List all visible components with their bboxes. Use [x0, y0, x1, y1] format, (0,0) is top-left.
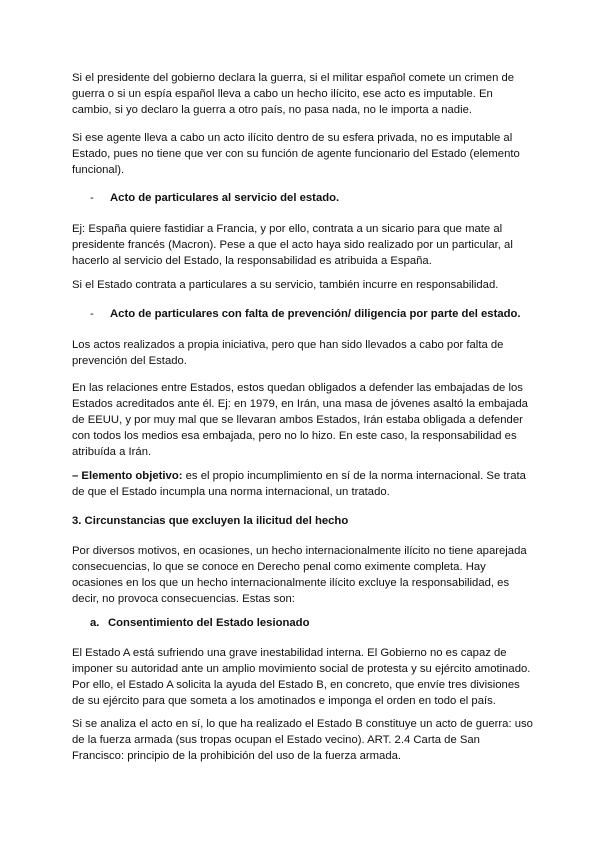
bullet-marker: - [90, 192, 94, 204]
bullet-marker: - [90, 308, 94, 320]
paragraph-private-sphere: Si ese agente lleva a cabo un acto ilícito dentro de su esfera privada, no es imputable al Estado, pues no tiene que ver con su función de agente funcionario del Estado (elemento funcional). [72, 132, 520, 176]
paragraph-state-contracts: Si el Estado contrata a particulares a su servicio, también incurre en responsabilidad. [72, 279, 499, 291]
objective-element-label: – Elemento objetivo: [72, 470, 183, 482]
subheading-text: Consentimiento del Estado lesionado [108, 617, 310, 629]
paragraph-imputable-acts: Si el presidente del gobierno declara la guerra, si el militar español comete un crimen de guerra o si un espía español lleva a cabo un hecho ilícito, ese acto es imputable. En cambio, si yo declaro la guerra a otro país, no pasa nada, no le importa a nadie. [72, 72, 515, 116]
subheading-marker: a. [90, 617, 100, 629]
subheading-consent [90, 615, 310, 631]
paragraph-objective-element [72, 468, 534, 500]
paragraph-example-france: Ej: España quiere fastidiar a Francia, y por ello, contrata a un sicario para que mate al presidente francés (Macron). Pese a que el acto haya sido realizado por un particular, al hacerlo al servicio del Estado, la responsabilidad es atribuida a España. [72, 223, 513, 267]
paragraph-embassy-example: En las relaciones entre Estados, estos quedan obligados a defender las embajadas de los Estados acreditados ante él. Ej: en 1979, en Irán, una masa de jóvenes asaltó la embajada de EEUU, y por muy mal que se llevaran ambos Estados, Irán estaba obligada a defender con todos los medios esa embajada, pero no lo hizo. En este caso, la responsabilidad es atribuída a Irán. [72, 382, 528, 458]
bullet-text: Acto de particulares al servicio del estado. [110, 192, 340, 204]
section-heading-circumstances: 3. Circunstancias que excluyen la ilicitud del hecho [72, 515, 349, 527]
bullet-text: Acto de particulares con falta de prevención/ diligencia por parte del estado. [110, 308, 521, 320]
paragraph-state-a-example: El Estado A está sufriendo una grave inestabilidad interna. El Gobierno no es capaz de imponer su autoridad ante un amplio movimiento social de protesta y su ejército amotinado. Por ello, el Estado A solicita la ayuda del Estado B, en concreto, que envíe tres divisiones de su ejército para que someta a los amotinados e imponga el orden en todo el país. [72, 647, 531, 707]
objective-element-text: es el propio incumplimiento en sí de la norma internacional. Se trata de que el Estado incumpla una norma internacional, un tratado. [72, 470, 526, 498]
bullet-lack-of-prevention [90, 306, 521, 322]
paragraph-act-of-war: Si se analiza el acto en sí, lo que ha realizado el Estado B constituye un acto de guerra: uso de la fuerza armada (sus tropas ocupan el Estado vecino). ART. 2.4 Carta de San Francisco: principio de la prohibición del uso de la fuerza armada. [72, 718, 533, 762]
paragraph-circumstances-intro: Por diversos motivos, en ocasiones, un hecho internacionalmente ilícito no tiene aparejada consecuencias, lo que se conoce en Derecho penal como eximente completa. Hay ocasiones en los que un hecho internacionalmente ilícito excluye la responsabilidad, es decir, no provoca consecuencias. Estas son: [72, 545, 527, 605]
bullet-private-service [90, 190, 339, 206]
paragraph-own-initiative: Los actos realizados a propia iniciativa, pero que han sido llevados a cabo por falta de prevención del Estado. [72, 339, 504, 367]
